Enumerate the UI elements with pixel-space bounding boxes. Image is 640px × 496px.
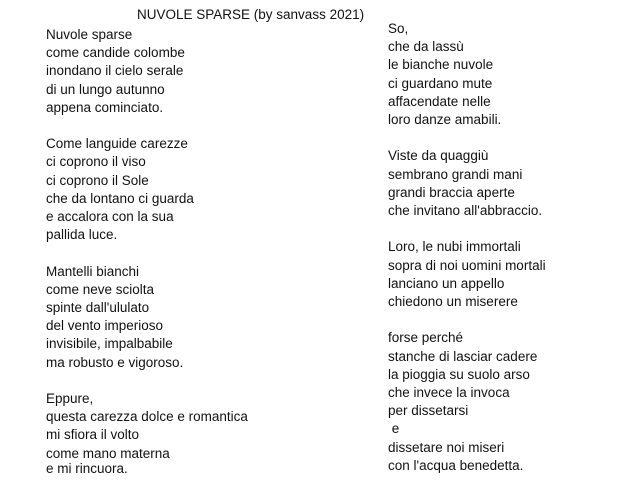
poem-line: come neve sciolta <box>46 281 155 297</box>
stanza <box>46 263 248 372</box>
stanza <box>46 135 248 244</box>
right-column <box>388 20 546 493</box>
poem-line: dissetare noi miseri <box>388 439 505 455</box>
poem-line: Nuvole sparse <box>46 27 133 42</box>
poem-line: Eppure, <box>46 391 94 407</box>
poem-line: che invece la invoca <box>388 385 510 401</box>
poem-line: lanciano un appello <box>388 275 505 291</box>
poem-line: le bianche nuvole <box>388 57 494 73</box>
poem-line: la pioggia su suolo arso <box>388 366 530 382</box>
poem-line: ma robusto e vigoroso. <box>46 354 184 370</box>
poem-line: pallida luce. <box>46 227 118 243</box>
poem-line: che da lassù <box>388 39 464 55</box>
poem-line: ci coprono il Sole <box>46 172 149 188</box>
poem-line: e accalora con la sua <box>46 209 174 225</box>
stanza <box>388 238 546 311</box>
stanza <box>388 147 546 220</box>
poem-line: e <box>388 421 400 437</box>
poem-line: come candide colombe <box>46 45 185 61</box>
poem-line: Viste da quaggiù <box>388 148 489 164</box>
stanza <box>388 20 546 129</box>
poem-line: grandi braccia aperte <box>388 184 515 200</box>
poem-line: inondano il cielo serale <box>46 63 184 79</box>
poem-line: Come languide carezze <box>46 136 188 152</box>
poem-line: spinte dall'ululato <box>46 300 150 316</box>
poem-line: appena cominciato. <box>46 99 164 115</box>
poem-line: con l'acqua benedetta. <box>388 457 524 473</box>
poem-line: come mano materna <box>46 445 170 461</box>
poem-line: stanche di lasciar cadere <box>388 348 538 364</box>
poem-line: invisibile, impalbabile <box>46 336 173 352</box>
poem-line: sembrano grandi mani <box>388 166 523 182</box>
poem-title: NUVOLE SPARSE (by sanvass 2021) <box>137 7 365 22</box>
poem-line: Loro, le nubi immortali <box>388 239 521 255</box>
poem-line: sopra di noi uomini mortali <box>388 257 546 273</box>
poem-line: chiedono un miserere <box>388 294 518 310</box>
poem-line: ci guardano mute <box>388 75 493 91</box>
poem-line: e mi rincuora. <box>46 460 128 476</box>
poem-line: loro danze amabili. <box>388 112 502 128</box>
stanza <box>46 390 248 478</box>
poem-line: che invitano all'abbraccio. <box>388 203 543 219</box>
poem-line: che da lontano ci guarda <box>46 190 194 206</box>
poem-line: del vento imperioso <box>46 318 164 334</box>
poem-line: mi sfiora il volto <box>46 427 140 443</box>
stanza <box>388 329 546 475</box>
stanza <box>46 26 248 117</box>
left-column <box>46 26 248 496</box>
poem-line: forse perché <box>388 330 464 346</box>
poem-line: ci coprono il viso <box>46 154 146 170</box>
poem-line: So, <box>388 21 409 36</box>
poem-line: di un lungo autunno <box>46 81 165 97</box>
poem-line: per dissetarsi <box>388 403 469 419</box>
poem-line: Mantelli bianchi <box>46 263 140 279</box>
poem-line: questa carezza dolce e romantica <box>46 409 248 425</box>
poem-line: affacendate nelle <box>388 93 491 109</box>
